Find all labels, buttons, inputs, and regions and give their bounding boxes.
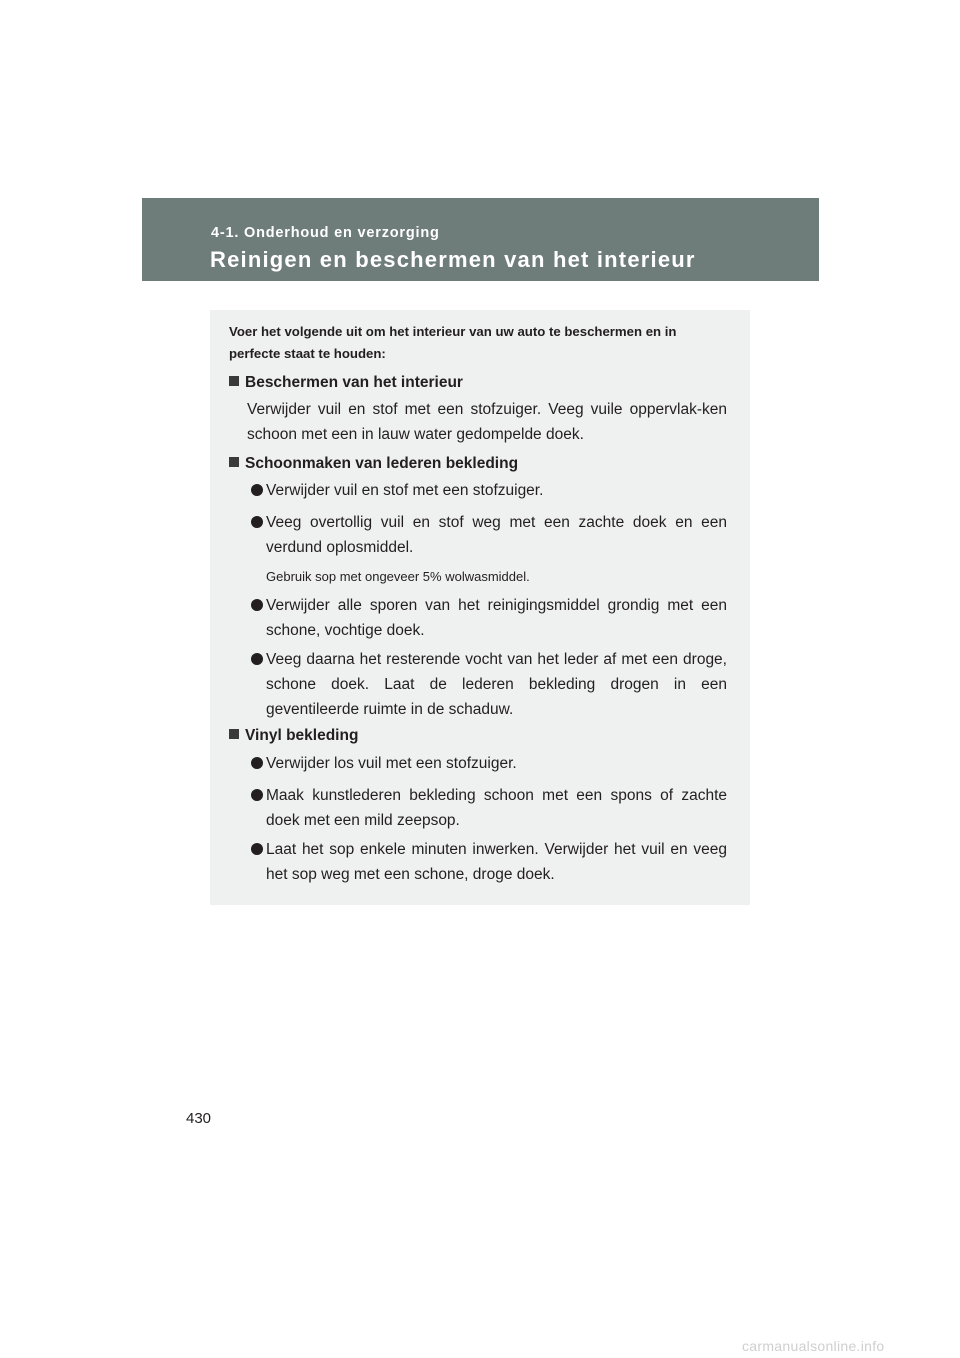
watermark-text: carmanualsonline.info [742, 1338, 885, 1354]
list-item-text: Maak kunstlederen bekleding schoon met een spons of zachte doek met een mild zeepsop. [266, 787, 727, 829]
square-bullet-icon [229, 376, 239, 386]
list-item-text: Verwijder los vuil met een stofzuiger. [266, 755, 517, 772]
note-text: Gebruik sop met ongeveer 5% wolwasmiddel. [266, 569, 530, 584]
list-item [247, 837, 727, 887]
bullet-dot-icon [251, 599, 263, 611]
list-item-text: Veeg daarna het resterende vocht van het leder af met een droge, schone doek. Laat de lederen bekleding drogen in een geventileerde ruimte in de schaduw. [266, 651, 727, 718]
bullet-dot-icon [251, 843, 263, 855]
section-label: 4-1. Onderhoud en verzorging [211, 225, 440, 241]
list-item-text: Veeg overtollig vuil en stof weg met een zachte doek en een verdund oplosmiddel. [266, 514, 727, 556]
bullet-dot-icon [251, 484, 263, 496]
chapter-header [142, 198, 819, 281]
section-heading-protect-interior [229, 374, 463, 392]
bullet-dot-icon [251, 757, 263, 769]
page-number: 430 [186, 1110, 212, 1127]
content-box [210, 310, 750, 905]
section-paragraph: Verwijder vuil en stof met een stofzuiger. Veeg vuile oppervlak-ken schoon met een in lauw water gedompelde doek. [247, 401, 727, 443]
list-item-text: Verwijder vuil en stof met een stofzuiger. [266, 482, 544, 499]
list-item [247, 751, 727, 776]
list-item [247, 478, 727, 503]
section-heading-vinyl [229, 727, 358, 745]
section-heading-leather [229, 455, 518, 473]
bullet-dot-icon [251, 789, 263, 801]
list-item-text: Laat het sop enkele minuten inwerken. Verwijder het vuil en veeg het sop weg met een schone, droge doek. [266, 841, 727, 883]
intro-text: Voer het volgende uit om het interieur van uw auto te beschermen en in perfecte staat te houden: [229, 324, 677, 361]
page-title: Reinigen en beschermen van het interieur [210, 247, 696, 272]
list-item [247, 783, 727, 833]
section-heading-label: Vinyl bekleding [245, 727, 359, 744]
section-heading-label: Schoonmaken van lederen bekleding [245, 455, 519, 472]
section-heading-label: Beschermen van het interieur [245, 374, 463, 391]
list-item [247, 593, 727, 643]
list-item-text: Verwijder alle sporen van het reinigingsmiddel grondig met een schone, vochtige doek. [266, 597, 727, 639]
bullet-dot-icon [251, 516, 263, 528]
list-item [247, 647, 727, 722]
square-bullet-icon [229, 729, 239, 739]
bullet-dot-icon [251, 653, 263, 665]
square-bullet-icon [229, 457, 239, 467]
list-item [247, 510, 727, 560]
